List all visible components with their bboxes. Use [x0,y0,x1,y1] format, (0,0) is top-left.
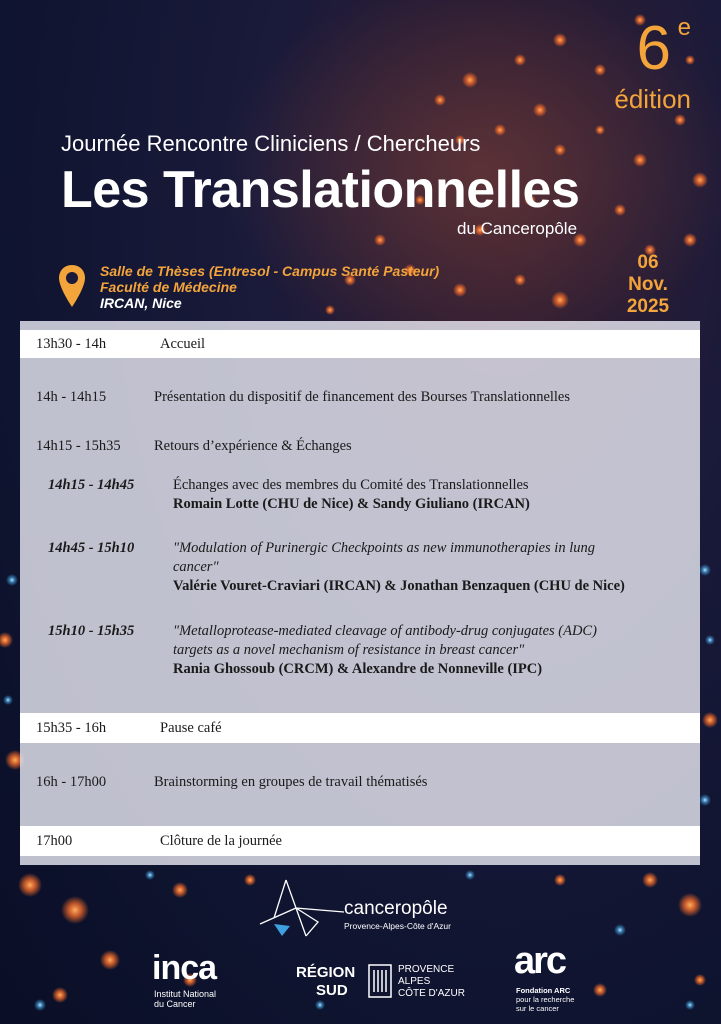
schedule-panel [20,321,700,865]
talk-speakers: Rania Ghossoub (CRCM) & Alexandre de Nonneville (IPC) [173,661,543,677]
region-sud-l2: SUD [316,982,348,999]
talk-speakers: Romain Lotte (CHU de Nice) & Sandy Giuliano (IRCAN) [173,496,530,512]
talk-time: 14h15 - 14h45 [48,477,135,493]
talk-title-line1: "Modulation of Purinergic Checkpoints as new immunotherapies in lung [173,540,595,556]
region-sud-logo [296,962,466,1004]
schedule-row-accueil [20,330,700,358]
talk-title: Échanges avec des membres du Comité des Translationnelles [173,477,529,493]
venue-room: Salle de Thèses (Entresol - Campus Santé Pasteur) [100,263,440,279]
inca-line1: Institut National [154,989,217,999]
venue-city: IRCAN, Nice [100,295,182,311]
event-title: Les Translationnelles [61,161,580,219]
talk-title-line2: cancer" [173,559,219,575]
schedule-time: 15h35 - 16h [36,720,107,736]
venue-faculty: Faculté de Médecine [100,279,237,295]
schedule-label: Brainstorming en groupes de travail thématisés [154,774,428,790]
schedule-label: Clôture de la journée [160,833,282,849]
talk-speakers: Valérie Vouret-Craviari (IRCAN) & Jonathan Benzaquen (CHU de Nice) [173,578,625,594]
region-sud-r1: PROVENCE [398,964,455,975]
edition-badge [614,14,691,114]
edition-number: 6 [636,14,671,83]
schedule-label: Accueil [160,336,206,352]
arc-l1: Fondation ARC [516,986,571,995]
inca-name: inca [152,949,217,987]
talk-title-line1: "Metalloprotease-mediated cleavage of antibody-drug conjugates (ADC) [173,623,597,639]
schedule-time: 13h30 - 14h [36,336,107,352]
talk-time: 15h10 - 15h35 [48,623,135,639]
date-month: Nov. [628,274,668,295]
edition-word: édition [614,84,691,114]
date-day: 06 [637,252,659,273]
region-sud-l1: RÉGION [296,964,356,981]
talk-time: 14h45 - 15h10 [48,540,135,556]
schedule-row-cloture [20,826,700,856]
canceropole-bird-icon [256,878,346,938]
schedule-row-pause [20,713,700,743]
schedule-label: Retours d’expérience & Échanges [154,438,352,454]
edition-sup: e [677,14,691,41]
location-pin-icon [58,264,86,308]
schedule-time: 14h - 14h15 [36,389,107,405]
region-sud-r3: CÔTE D'AZUR [398,988,465,999]
inca-line2: du Cancer [154,999,196,1009]
event-date [618,252,678,318]
talk-title-line2: targets as a novel mechanism of resistance in breast cancer" [173,642,525,658]
schedule-label: Présentation du dispositif de financement des Bourses Translationnelles [154,389,571,405]
schedule-label: Pause café [160,720,222,736]
schedule-time: 16h - 17h00 [36,774,107,790]
date-year: 2025 [626,296,670,317]
arc-logo [512,940,582,1018]
event-subtitle: Journée Rencontre Cliniciens / Chercheurs [61,131,481,156]
canceropole-region: Provence-Alpes-Côte d'Azur [344,921,451,931]
schedule-time: 14h15 - 15h35 [36,438,121,454]
schedule-time: 17h00 [36,833,73,849]
region-sud-crest-icon [368,964,392,998]
venue-block [100,263,439,311]
region-sud-r2: ALPES [398,976,431,987]
arc-l3: sur le cancer [516,1004,559,1013]
arc-l2: pour la recherche [516,995,575,1004]
arc-name: arc [514,940,566,982]
canceropole-name: canceropôle [344,898,448,919]
inca-logo [152,949,242,1015]
event-title-sub: du Canceropôle [457,219,578,238]
canceropole-logo [256,878,476,938]
